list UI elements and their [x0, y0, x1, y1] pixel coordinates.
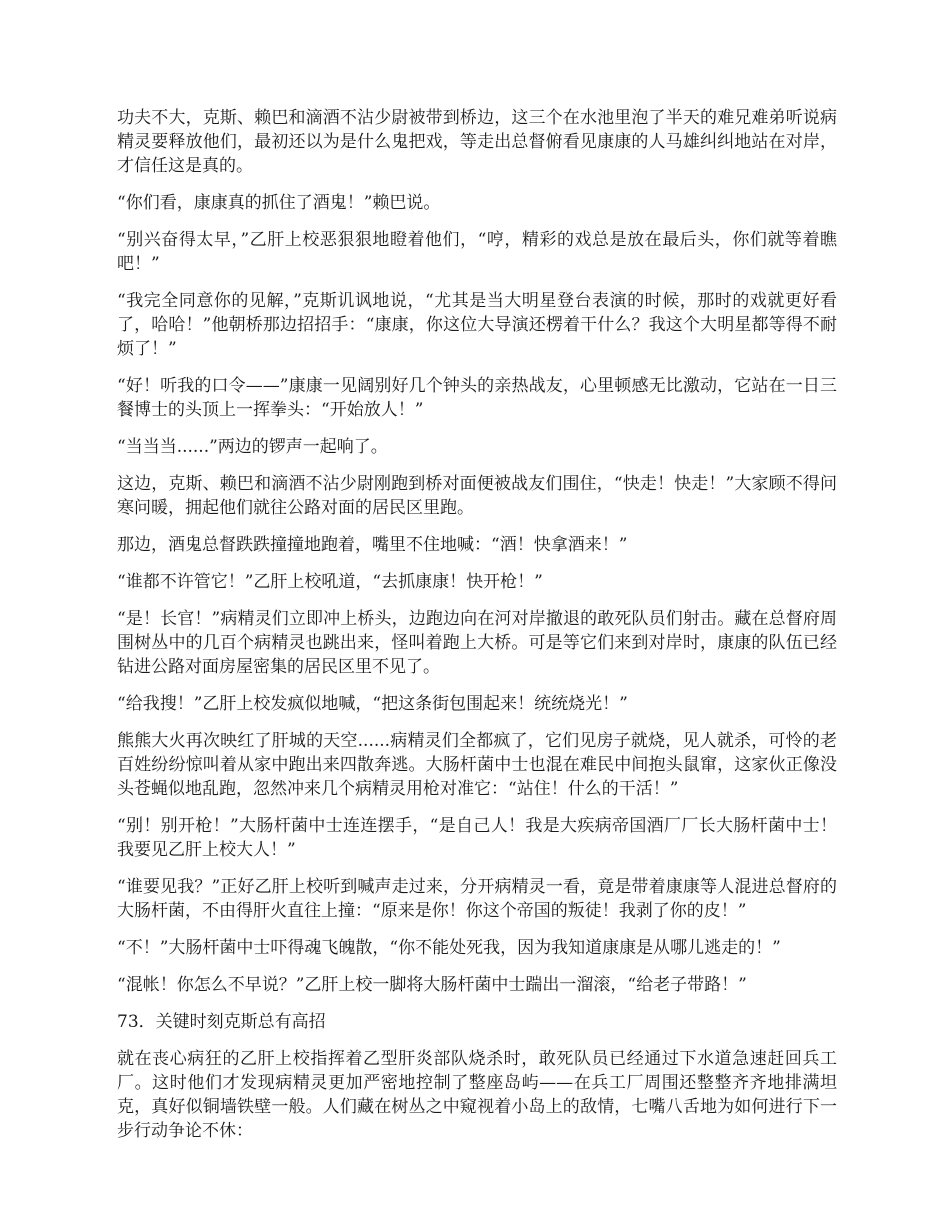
paragraph: “别！别开枪！”大肠杆菌中士连连摆手，“是自己人！我是大疾病帝国酒厂厂长大肠杆菌中士！我要见乙肝上校大人！” — [117, 816, 837, 860]
paragraph: “不！”大肠杆菌中士吓得魂飞魄散，“你不能处死我，因为我知道康康是从哪儿逃走的！” — [117, 938, 781, 958]
paragraph: “别兴奋得太早，”乙肝上校恶狠狠地瞪着他们，“哼，精彩的戏总是放在最后头，你们就等着瞧吧！” — [117, 230, 837, 274]
paragraph: 功夫不大，克斯、赖巴和滴酒不沾少尉被带到桥边，这三个在水池里泡了半天的难兄难弟听说病精灵要释放他们，最初还以为是什么鬼把戏，等走出总督俯看见康康的人马雄纠纠地站在对岸，才信任这是真的。 — [117, 108, 837, 176]
document-page — [117, 106, 837, 1156]
paragraph: “谁都不许管它！”乙肝上校吼道，“去抓康康！快开枪！” — [117, 572, 543, 592]
paragraph: “给我搜！”乙肝上校发疯似地喊，“把这条街包围起来！统统烧光！” — [117, 694, 628, 714]
paragraph: 这边，克斯、赖巴和滴酒不沾少尉刚跑到桥对面便被战友们围住，“快走！快走！”大家顾不得问寒问暖，拥起他们就往公路对面的居民区里跑。 — [117, 474, 837, 518]
paragraph: “好！听我的口令——”康康一见阔别好几个钟头的亲热战友，心里顿感无比激动，它站在一日三餐博士的头顶上一挥拳头：“开始放人！” — [117, 376, 837, 420]
section-heading: 73．关键时刻克斯总有高招 — [117, 1012, 326, 1032]
paragraph: 熊熊大火再次映红了肝城的天空......病精灵们全都疯了，它们见房子就烧，见人就杀，可怜的老百姓纷纷惊叫着从家中跑出来四散奔逃。大肠杆菌中士也混在难民中间抱头鼠窜，这家伙正像没头苍蝇似地乱跑，忽然冲来几个病精灵用枪对准它：“站住！什么的干活！” — [117, 731, 837, 799]
paragraph: 那边，酒鬼总督跌跌撞撞地跑着，嘴里不住地喊：“酒！快拿酒来！” — [117, 535, 628, 555]
paragraph: 就在丧心病狂的乙肝上校指挥着乙型肝炎部队烧杀时，敢死队员已经通过下水道急速赶回兵工厂。这时他们才发现病精灵更加严密地控制了整座岛屿——在兵工厂周围还整整齐齐地排满坦克，真好似铜墙铁壁一般。人们藏在树丛之中窥视着小岛上的敌情，七嘴八舌地为如何进行下一步行动争论不休： — [117, 1049, 837, 1141]
paragraph: “混帐！你怎么不早说？”乙肝上校一脚将大肠杆菌中士踹出一溜滚，“给老子带路！” — [117, 975, 747, 995]
paragraph: “你们看，康康真的抓住了酒鬼！”赖巴说。 — [117, 193, 441, 213]
paragraph: “当当当......”两边的锣声一起响了。 — [117, 437, 388, 457]
paragraph: “谁要见我？”正好乙肝上校听到喊声走过来，分开病精灵一看，竟是带着康康等人混进总督府的大肠杆菌，不由得肝火直往上撞：“原来是你！你这个帝国的叛徒！我剥了你的皮！” — [117, 877, 837, 921]
paragraph: “我完全同意你的见解，”克斯讥讽地说，“尤其是当大明星登台表演的时候，那时的戏就更好看了，哈哈！”他朝桥那边招招手：“康康，你这位大导演还楞着干什么？我这个大明星都等得不耐烦了！” — [117, 291, 837, 359]
paragraph: “是！长官！”病精灵们立即冲上桥头，边跑边向在河对岸撤退的敢死队员们射击。藏在总督府周围树丛中的几百个病精灵也跳出来，怪叫着跑上大桥。可是等它们来到对岸时，康康的队伍已经钻进公路对面房屋密集的居民区里不见了。 — [117, 609, 837, 677]
